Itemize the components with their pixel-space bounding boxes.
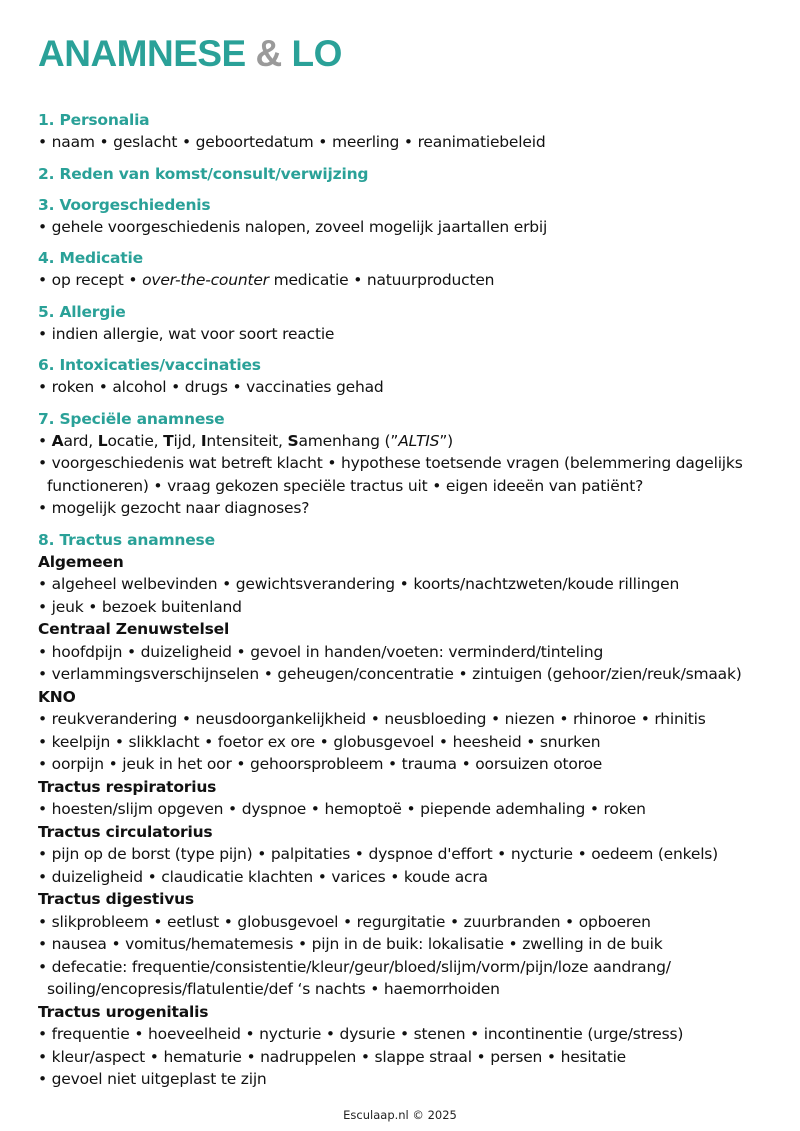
bullet-line: • gevoel niet uitgeplast te zijn [38,1070,267,1088]
section-heading: 4. Medicatie [38,249,143,267]
bullet-line: • frequentie • hoeveelheid • nycturie • dysurie • stenen • incontinentie (urge/stress) [38,1025,684,1043]
bullet-line [38,269,768,292]
altis-line [38,430,768,453]
bullet-line: • roken • alcohol • drugs • vaccinaties gehad [38,378,384,396]
section-allergie [38,301,768,346]
bold-letter: L [97,431,108,450]
text-segment: • op recept • [38,271,143,289]
bullet-line: • reukverandering • neusdoorgankelijkheid • neusbloeding • niezen • rhinoroe • rhinitis [38,710,706,728]
bullet-line: • oorpijn • jeuk in het oor • gehoorsprobleem • trauma • oorsuizen otoroe [38,755,603,773]
bullet-line: • hoesten/slijm opgeven • dyspnoe • hemoptoë • piepende ademhaling • roken [38,800,646,818]
page-title [38,30,768,78]
section-heading: 5. Allergie [38,302,126,321]
section-reden-van-komst [38,163,768,185]
section-heading: 6. Intoxicaties/vaccinaties [38,356,261,374]
document-page [38,30,768,1100]
section-heading: 7. Speciële anamnese [38,409,225,428]
bold-letter: I [200,431,207,450]
section-intoxicaties [38,354,768,399]
section-medicatie [38,247,768,292]
subheading-kno: KNO [38,687,76,706]
text-segment: ijd, [173,431,201,450]
bullet-line-continuation: soiling/encopresis/flatulentie/def ‘s nachts • haemorrhoiden [47,980,500,998]
text-segment: ”) [439,431,453,450]
bullet-line: • jeuk • bezoek buitenland [38,597,242,616]
bullet-line: • kleur/aspect • hematurie • nadruppelen • slappe straal • persen • hesitatie [38,1047,627,1066]
title-part1: ANAMNESE [38,33,246,74]
text-segment: medicatie • natuurproducten [268,271,495,289]
subheading-algemeen: Algemeen [38,552,124,571]
bullet-line: • duizeligheid • claudicatie klachten • varices • koude acra [38,867,488,886]
bold-letter: S [287,431,299,450]
italic-term: ALTIS [398,431,440,450]
bullet-line: • voorgeschiedenis wat betreft klacht • hypothese toetsende vragen (belemmering dagelijks [38,454,743,472]
bullet-line: • algeheel welbevinden • gewichtsverandering • koorts/nachtzweten/koude rillingen [38,575,680,593]
text-segment: ocatie, [107,431,164,450]
section-heading: 1. Personalia [38,111,150,129]
section-speciele-anamnese [38,408,768,520]
bullet-line: • defecatie: frequentie/consistentie/kleur/geur/bloed/slijm/vorm/pijn/loze aandrang/ [38,957,671,976]
section-heading: 8. Tractus anamnese [38,530,215,549]
italic-term: over-the-counter [142,271,269,289]
title-ampersand: & [255,33,282,74]
text-segment: amenhang (” [298,431,399,450]
bullet-line: • indien allergie, wat voor soort reactie [38,324,335,343]
footer-copyright: Esculaap.nl © 2025 [343,1108,457,1122]
bullet-line: • naam • geslacht • geboortedatum • meerling • reanimatiebeleid [38,133,546,151]
bullet-line: • mogelijk gezocht naar diagnoses? [38,499,310,517]
subheading-urogenitalis: Tractus urogenitalis [38,1002,209,1021]
bullet-line: • nausea • vomitus/hematemesis • pijn in de buik: lokalisatie • zwelling in de buik [38,935,663,953]
section-voorgeschiedenis [38,194,768,239]
bullet-line: • slikprobleem • eetlust • globusgevoel • regurgitatie • zuurbranden • opboeren [38,912,651,931]
bold-letter: A [51,431,64,450]
section-tractus-anamnese [38,529,768,1091]
subheading-digestivus: Tractus digestivus [38,890,194,908]
text-segment: ard, [63,431,98,450]
subheading-respiratorius: Tractus respiratorius [38,777,217,796]
content [38,109,768,1091]
subheading-circulatorius: Tractus circulatorius [38,822,213,841]
title-part2: LO [291,33,342,74]
section-heading: 2. Reden van komst/consult/verwijzing [38,164,369,183]
section-personalia [38,109,768,154]
subheading-czs: Centraal Zenuwstelsel [38,620,230,638]
bullet-line: • pijn op de borst (type pijn) • palpitaties • dyspnoe d'effort • nycturie • oedeem (enkels) [38,845,719,863]
bullet-line-continuation: functioneren) • vraag gekozen speciële tractus uit • eigen ideeën van patiënt? [47,476,644,495]
bold-letter: T [163,431,174,450]
bullet-line: • verlammingsverschijnselen • geheugen/concentratie • zintuigen (gehoor/zien/reuk/smaak) [38,665,742,683]
bullet-line: • keelpijn • slikklacht • foetor ex ore • globusgevoel • heesheid • snurken [38,732,601,751]
text-segment: • [38,431,52,450]
text-segment: ntensiteit, [206,431,288,450]
bullet-line: • gehele voorgeschiedenis nalopen, zoveel mogelijk jaartallen erbij [38,217,548,236]
section-heading: 3. Voorgeschiedenis [38,195,211,214]
bullet-line: • hoofdpijn • duizeligheid • gevoel in handen/voeten: verminderd/tinteling [38,642,604,661]
